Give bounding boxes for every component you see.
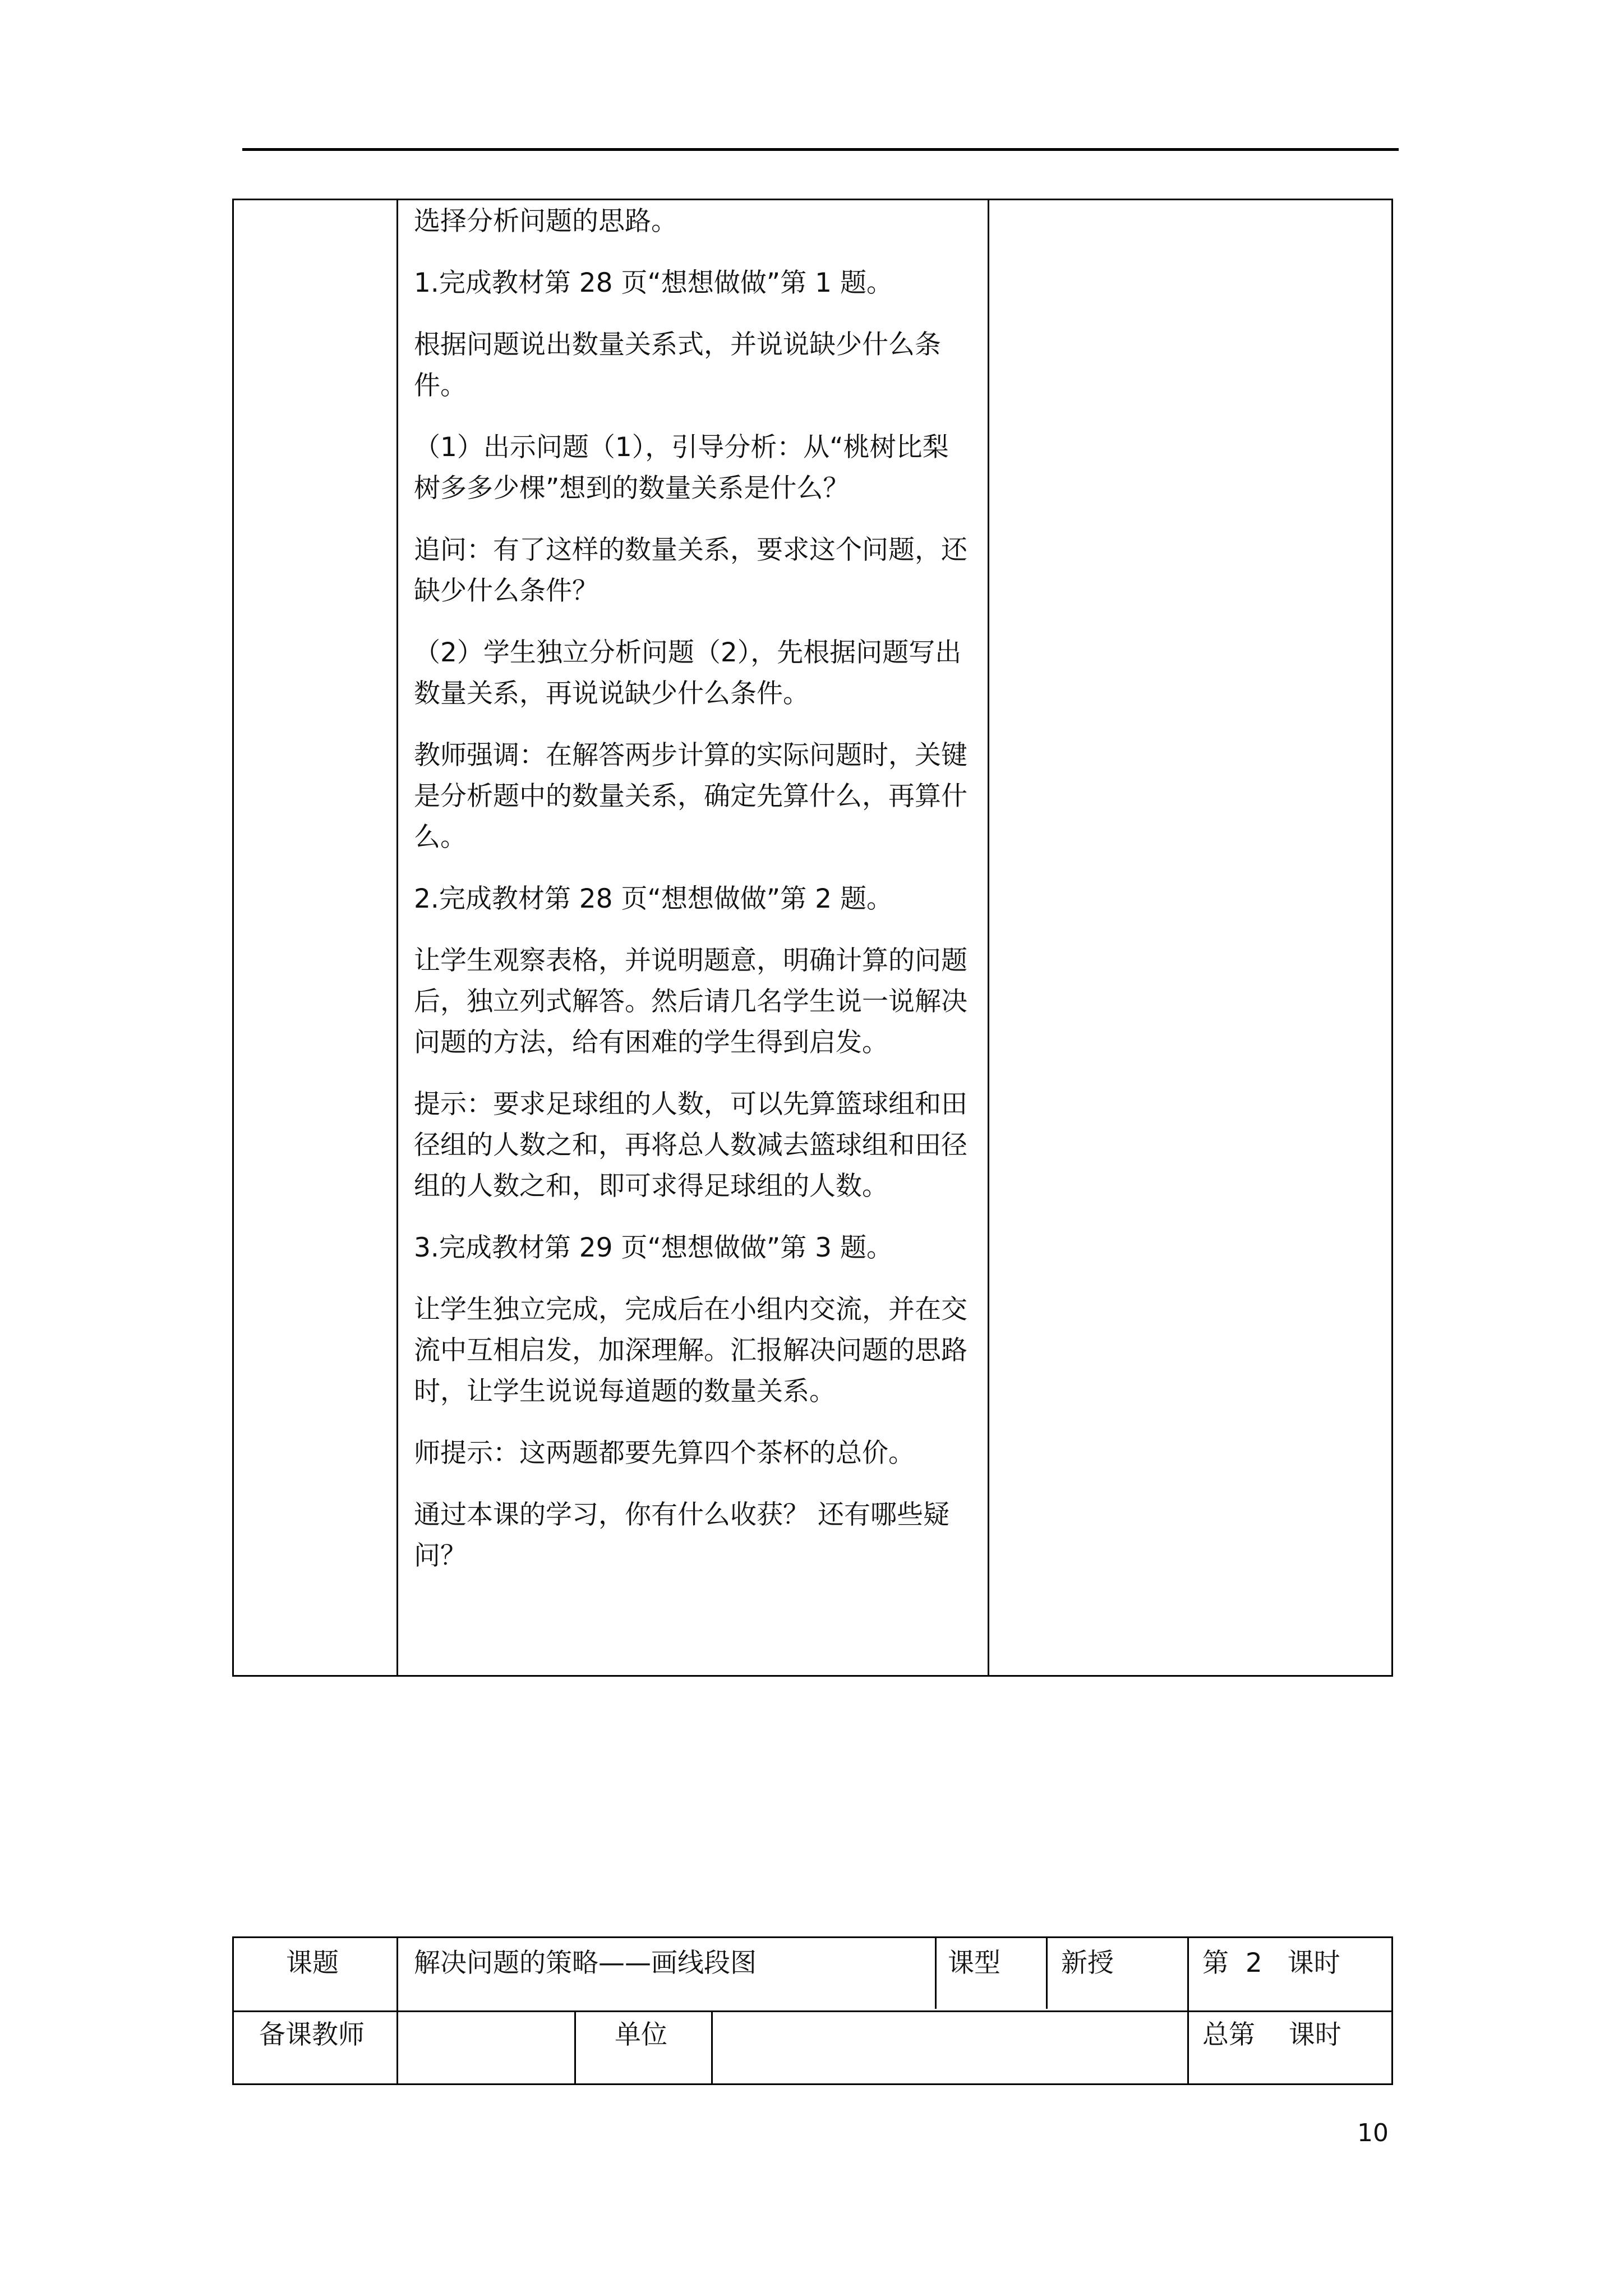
teaching-process-cell — [414, 201, 969, 1597]
column-divider — [935, 1938, 937, 2009]
plan-paragraph: 根据问题说出数量关系式，并说说缺少什么条件。 — [414, 329, 941, 401]
plan-paragraph: 师提示：这两题都要先算四个茶杯的总价。 — [414, 1438, 915, 1469]
page-number: 10 — [1357, 2119, 1389, 2147]
topic-label: 课题 — [286, 1948, 339, 1978]
plan-paragraph: 通过本课的学习，你有什么收获？ 还有哪些疑问？ — [414, 1499, 949, 1571]
column-divider — [574, 2010, 576, 2083]
unit-label: 单位 — [615, 2019, 667, 2050]
topic-value: 解决问题的策略——画线段图 — [414, 1948, 757, 1978]
total-period-label: 总第 课时 — [1202, 2019, 1341, 2050]
column-divider — [1187, 1938, 1189, 2083]
column-divider — [396, 1938, 398, 2083]
plan-paragraph: 1.完成教材第 28 页“想想做做”第 1 题。 — [414, 268, 893, 298]
column-divider — [396, 200, 398, 1675]
column-divider — [1046, 1938, 1048, 2009]
type-label: 课型 — [948, 1948, 1000, 1978]
plan-paragraph: 2.完成教材第 28 页“想想做做”第 2 题。 — [414, 884, 893, 914]
plan-paragraph: 让学生观察表格，并说明题意，明确计算的问题后，独立列式解答。然后请几名学生说一说解决问题的方法，给有困难的学生得到启发。 — [414, 945, 967, 1058]
plan-paragraph: 教师强调：在解答两步计算的实际问题时，关键是分析题中的数量关系，确定先算什么，再算什么。 — [414, 740, 967, 853]
plan-paragraph: 提示：要求足球组的人数，可以先算篮球组和田径组的人数之和，再将总人数减去篮球组和田径组的人数之和，即可求得足球组的人数。 — [414, 1089, 967, 1202]
plan-paragraph: （2）学生独立分析问题（2），先根据问题写出数量关系，再说说缺少什么条件。 — [414, 637, 962, 709]
plan-paragraph: 3.完成教材第 29 页“想想做做”第 3 题。 — [414, 1232, 893, 1263]
plan-paragraph: 让学生独立完成，完成后在小组内交流，并在交流中互相启发，加深理解。汇报解决问题的思路时，让学生说说每道题的数量关系。 — [414, 1294, 967, 1407]
teacher-label: 备课教师 — [259, 2019, 365, 2050]
period-label: 第 2 课时 — [1202, 1948, 1340, 1978]
plan-paragraph: 选择分析问题的思路。 — [414, 206, 677, 237]
header-rule — [242, 148, 1399, 151]
column-divider — [988, 200, 989, 1675]
plan-paragraph: 追问：有了这样的数量关系，要求这个问题，还缺少什么条件？ — [414, 535, 967, 606]
row-divider — [234, 2010, 1391, 2012]
plan-paragraph: （1）出示问题（1），引导分析：从“桃树比梨树多多少棵”想到的数量关系是什么？ — [414, 432, 949, 504]
type-value: 新授 — [1061, 1948, 1114, 1978]
column-divider — [711, 2010, 713, 2083]
